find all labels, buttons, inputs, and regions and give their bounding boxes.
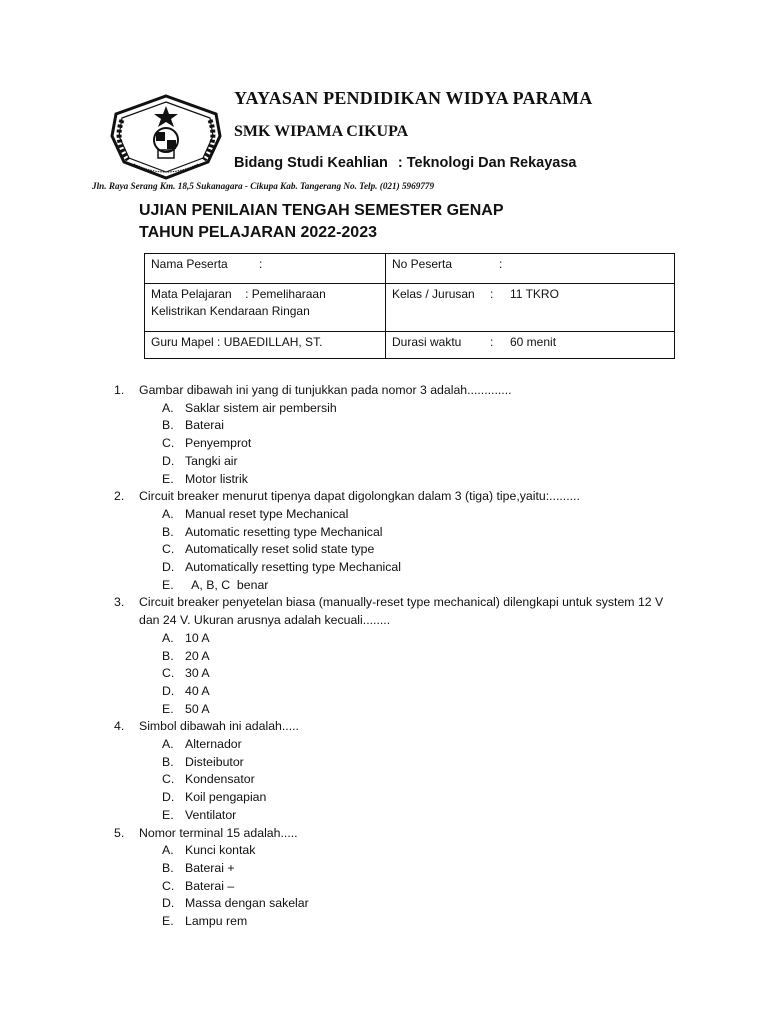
list-item <box>114 842 674 860</box>
mapel-value: : Pemeliharaan <box>245 287 326 301</box>
list-item <box>114 506 674 524</box>
option-text: Ventilator <box>185 807 237 822</box>
participant-info-table <box>144 253 675 359</box>
option-letter: B. <box>162 754 174 769</box>
option-letter: E. <box>162 807 174 822</box>
option-letter: D. <box>162 790 175 805</box>
guru-cell <box>145 332 386 359</box>
option-letter: B. <box>162 860 174 875</box>
option-letter: D. <box>162 683 175 698</box>
question-text: Circuit breaker menurut tipenya dapat digolongkan dalam 3 (tiga) tipe,yaitu:......... <box>139 489 580 504</box>
option-text: Kondensator <box>185 772 255 787</box>
option-list <box>114 842 674 931</box>
nama-label: Nama Peserta <box>151 257 228 271</box>
field-value: : Teknologi Dan Rekayasa <box>397 155 577 171</box>
no-peserta-value: : <box>499 257 503 271</box>
option-text: Penyemprot <box>185 436 252 451</box>
question-text: Gambar dibawah ini yang di tunjukkan pada nomor 3 adalah............. <box>139 383 512 397</box>
mapel-label: Mata Pelajaran <box>151 287 232 301</box>
list-item <box>114 683 674 701</box>
question-list <box>114 382 674 931</box>
option-letter: E. <box>162 577 174 592</box>
list-item <box>114 754 674 772</box>
option-letter: C. <box>162 772 175 787</box>
option-letter: E. <box>162 471 174 486</box>
option-text: Automatically reset solid state type <box>185 542 375 557</box>
option-list <box>114 736 674 825</box>
option-text: Baterai <box>185 418 224 433</box>
list-item <box>114 541 674 559</box>
guru-mapel: Guru Mapel : UBAEDILLAH, ST. <box>151 335 323 349</box>
option-list <box>114 506 674 595</box>
kelas-cell <box>386 284 675 332</box>
list-item <box>114 453 674 471</box>
option-text: 10 A <box>185 630 210 645</box>
option-letter: B. <box>162 418 174 433</box>
kelas-label: Kelas / Jurusan <box>392 287 475 301</box>
question-text: Circuit breaker penyetelan biasa (manually-reset type mechanical) dilengkapi untuk system 12 V dan 24 V. Ukuran arusnya adalah kecuali........ <box>139 595 664 628</box>
option-letter: B. <box>162 524 174 539</box>
option-text: Baterai + <box>185 860 235 875</box>
durasi-label: Durasi waktu <box>392 335 462 349</box>
option-text: Automatically resetting type Mechanical <box>185 560 401 575</box>
list-item <box>114 435 674 453</box>
option-text: Baterai – <box>185 878 235 893</box>
question-text: Nomor terminal 15 adalah..... <box>139 825 298 840</box>
question-number: 5. <box>114 825 125 840</box>
option-text: Disteibutor <box>185 754 244 769</box>
kelas-value: : 11 TKRO <box>490 287 559 301</box>
option-text: Massa dengan sakelar <box>185 896 309 911</box>
option-text: Tangki air <box>185 453 238 468</box>
list-item <box>114 771 674 789</box>
list-item <box>114 878 674 896</box>
field-line <box>234 155 577 171</box>
option-text: Saklar sistem air pembersih <box>185 400 337 415</box>
list-item <box>114 860 674 878</box>
option-text: 50 A <box>185 701 210 716</box>
question-number: 3. <box>114 595 125 610</box>
list-item <box>114 648 674 666</box>
durasi-value: : 60 menit <box>490 335 557 349</box>
option-text: A, B, C benar <box>185 577 269 592</box>
list-item <box>114 807 674 825</box>
option-text: Kunci kontak <box>185 843 256 858</box>
option-list <box>114 630 674 719</box>
option-text: Lampu rem <box>185 914 248 929</box>
exam-year: TAHUN PELAJARAN 2022-2023 <box>139 224 377 241</box>
option-text: 20 A <box>185 648 210 663</box>
no-peserta-cell <box>386 254 675 284</box>
list-item <box>114 471 674 489</box>
school-address: Jln. Raya Serang Km. 18,5 Sukanagara - Cikupa Kab. Tangerang No. Telp. (021) 5969779 <box>92 181 435 191</box>
option-letter: D. <box>162 560 175 575</box>
list-item <box>114 895 674 913</box>
option-letter: C. <box>162 542 175 557</box>
question-number: 4. <box>114 719 125 734</box>
exam-title: UJIAN PENILAIAN TENGAH SEMESTER GENAP <box>139 202 504 219</box>
list-item <box>114 630 674 648</box>
no-peserta-label: No Peserta <box>392 257 453 271</box>
option-letter: A. <box>162 630 174 645</box>
option-text: Alternador <box>185 737 242 752</box>
table-row <box>145 332 675 359</box>
option-text: Automatic resetting type Mechanical <box>185 524 383 539</box>
option-letter: E. <box>162 701 174 716</box>
list-item <box>114 559 674 577</box>
option-letter: A. <box>162 400 174 415</box>
list-item <box>114 400 674 418</box>
option-letter: D. <box>162 896 175 911</box>
list-item <box>114 913 674 931</box>
option-letter: C. <box>162 666 175 681</box>
option-text: Manual reset type Mechanical <box>185 506 349 521</box>
list-item <box>114 736 674 754</box>
option-text: Motor listrik <box>185 471 248 486</box>
question-item <box>114 488 674 506</box>
nama-value: : <box>259 257 263 271</box>
question-item <box>114 594 674 629</box>
list-item <box>114 577 674 595</box>
list-item <box>114 524 674 542</box>
school-name: SMK WIPAMA CIKUPA <box>234 123 409 140</box>
nama-cell <box>145 254 386 284</box>
option-text: 40 A <box>185 683 210 698</box>
table-row <box>145 254 675 284</box>
school-emblem-icon <box>104 90 228 182</box>
list-item <box>114 701 674 719</box>
durasi-cell <box>386 332 675 359</box>
list-item <box>114 665 674 683</box>
question-item <box>114 718 674 736</box>
list-item <box>114 417 674 435</box>
table-row <box>145 284 675 332</box>
mapel-value-cont: Kelistrikan Kendaraan Ringan <box>151 304 310 318</box>
question-number: 1. <box>114 383 125 397</box>
option-letter: A. <box>162 843 174 858</box>
question-item <box>114 825 674 843</box>
org-name: YAYASAN PENDIDIKAN WIDYA PARAMA <box>234 88 593 108</box>
option-text: 30 A <box>185 666 210 681</box>
question-item <box>114 382 674 400</box>
option-letter: C. <box>162 878 175 893</box>
question-number: 2. <box>114 489 125 504</box>
list-item <box>114 789 674 807</box>
option-letter: A. <box>162 506 174 521</box>
mapel-cell <box>145 284 386 332</box>
option-letter: B. <box>162 648 174 663</box>
question-text: Simbol dibawah ini adalah..... <box>139 719 299 734</box>
option-letter: C. <box>162 436 175 451</box>
option-text: Koil pengapian <box>185 790 267 805</box>
option-letter: A. <box>162 737 174 752</box>
option-letter: E. <box>162 914 174 929</box>
school-logo <box>104 90 228 182</box>
field-label: Bidang Studi Keahlian <box>234 155 388 171</box>
option-list <box>114 400 674 489</box>
option-letter: D. <box>162 453 175 468</box>
